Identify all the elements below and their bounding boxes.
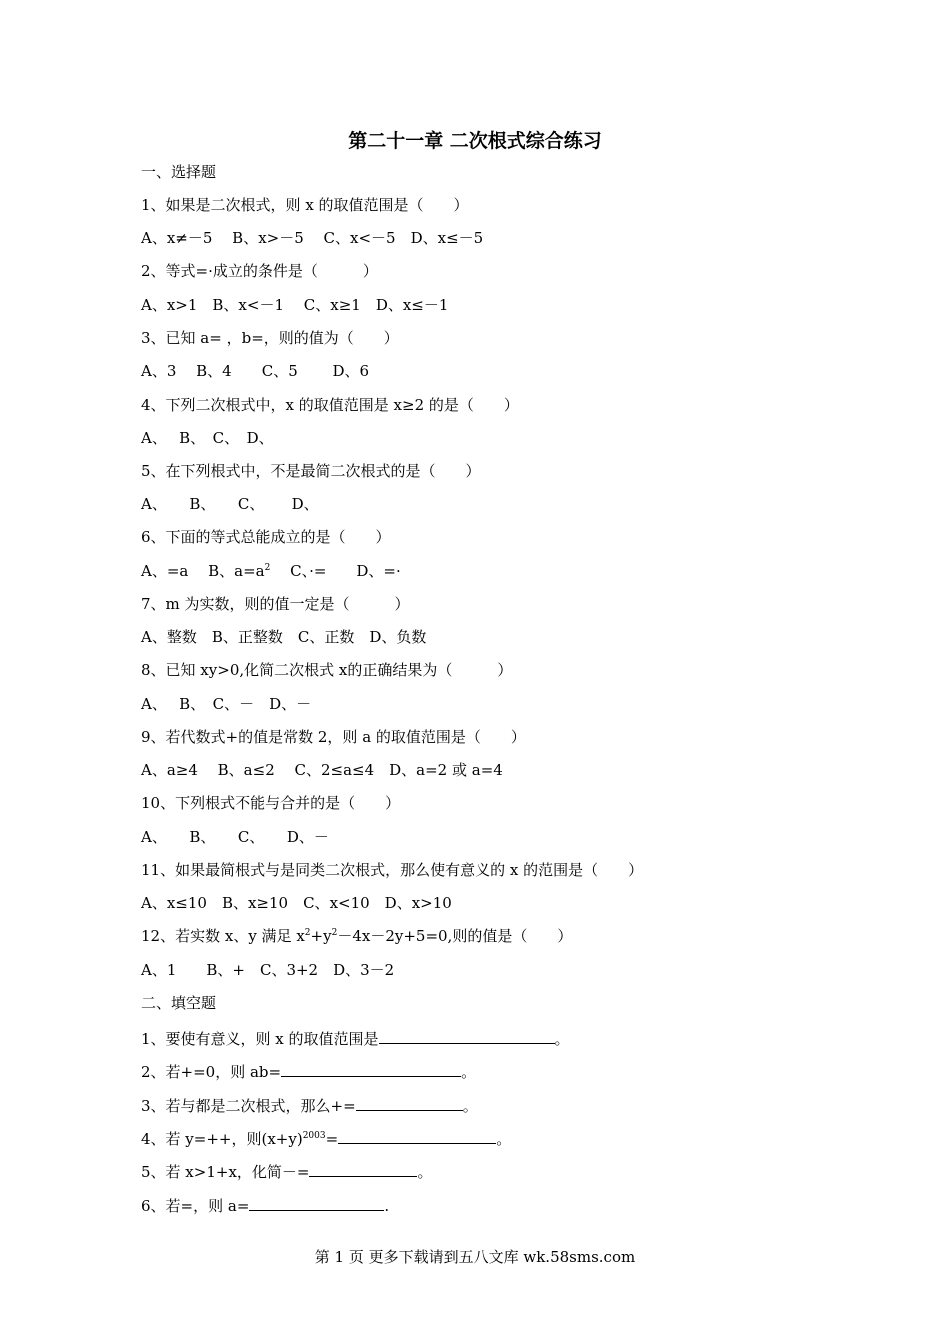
punctuation: 。 (554, 1030, 570, 1048)
question-7: 7、m 为实数，则的值一定是（ ） (141, 595, 410, 613)
option-text: C、·= D、=· (270, 562, 401, 580)
punctuation: 。 (496, 1130, 512, 1148)
question-9-options: A、a≥4 B、a≤2 C、2≤a≤4 D、a=2 或 a=4 (141, 761, 503, 779)
question-1: 1、如果是二次根式，则 x 的取值范围是（ ） (141, 196, 469, 214)
answer-blank[interactable] (249, 1194, 384, 1211)
fill-question-4 (141, 1127, 511, 1149)
question-4-options: A、 B、 C、 D、 (141, 429, 274, 447)
page-title: 第二十一章 二次根式综合练习 (348, 130, 602, 152)
superscript: 2003 (302, 1131, 326, 1141)
question-8-options: A、 B、 C、－ D、－ (141, 695, 312, 713)
punctuation: 。 (417, 1163, 433, 1181)
question-text: +y (310, 927, 332, 945)
question-4: 4、下列二次根式中，x 的取值范围是 x≥2 的是（ ） (141, 396, 519, 414)
question-text: 2、若+=0，则 ab= (141, 1063, 282, 1081)
fill-question-3 (141, 1094, 478, 1116)
answer-blank[interactable] (281, 1060, 461, 1077)
question-6-options (141, 561, 401, 583)
question-5-options: A、 B、 C、 D、 (141, 495, 319, 513)
question-6: 6、下面的等式总能成立的是（ ） (141, 528, 391, 546)
question-1-options: A、x≠－5 B、x>－5 C、x<－5 D、x≤－5 (141, 229, 484, 247)
punctuation: 。 (462, 1097, 478, 1115)
superscript: 2 (264, 563, 271, 573)
fill-question-6 (141, 1194, 389, 1216)
superscript: 2 (304, 928, 311, 938)
question-9: 9、若代数式+的值是常数 2，则 a 的取值范围是（ ） (141, 728, 526, 746)
question-3-options: A、3 B、4 C、5 D、6 (141, 362, 370, 380)
superscript: 2 (331, 928, 338, 938)
fill-question-5 (141, 1160, 433, 1182)
question-text: －4x－2y+5=0,则的值是（ ） (337, 927, 573, 945)
question-11: 11、如果最简根式与是同类二次根式，那么使有意义的 x 的范围是（ ） (141, 861, 644, 879)
question-text: 4、若 y=++，则(x+y) (141, 1130, 303, 1148)
question-11-options: A、x≤10 B、x≥10 C、x<10 D、x>10 (141, 894, 452, 912)
answer-blank[interactable] (379, 1027, 555, 1044)
fill-question-2 (141, 1060, 476, 1082)
question-text: 12、若实数 x、y 满足 x (141, 927, 305, 945)
question-8: 8、已知 xy>0,化简二次根式 x的正确结果为（ ） (141, 661, 513, 679)
option-text: A、=a B、a=a (141, 562, 265, 580)
page-footer: 第 1 页 更多下载请到五八文库 wk.58sms.com (314, 1248, 636, 1266)
question-2: 2、等式=·成立的条件是（ ） (141, 262, 378, 280)
question-5: 5、在下列根式中，不是最简二次根式的是（ ） (141, 462, 481, 480)
answer-blank[interactable] (356, 1094, 463, 1111)
question-text: 3、若与都是二次根式，那么+= (141, 1097, 356, 1115)
question-12 (141, 926, 572, 948)
question-7-options: A、整数 B、正整数 C、正数 D、负数 (141, 628, 427, 646)
question-10: 10、下列根式不能与合并的是（ ） (141, 794, 401, 812)
punctuation: 。 (461, 1063, 477, 1081)
question-text: 6、若=，则 a= (141, 1197, 250, 1215)
section-heading-choice: 一、选择题 (141, 163, 217, 181)
answer-blank[interactable] (309, 1160, 417, 1177)
section-heading-fill: 二、填空题 (141, 994, 217, 1012)
fill-question-1 (141, 1027, 570, 1049)
question-2-options: A、x>1 B、x<－1 C、x≥1 D、x≤－1 (141, 296, 449, 314)
question-12-options: A、1 B、+ C、3+2 D、3－2 (141, 961, 395, 979)
question-text: = (325, 1130, 339, 1148)
question-3: 3、已知 a= ，b=，则的值为（ ） (141, 329, 399, 347)
answer-blank[interactable] (338, 1127, 496, 1144)
question-10-options: A、 B、 C、 D、－ (141, 828, 329, 846)
question-text: 5、若 x>1+x，化简－= (141, 1163, 310, 1181)
punctuation: . (384, 1197, 390, 1215)
question-text: 1、要使有意义，则 x 的取值范围是 (141, 1030, 379, 1048)
